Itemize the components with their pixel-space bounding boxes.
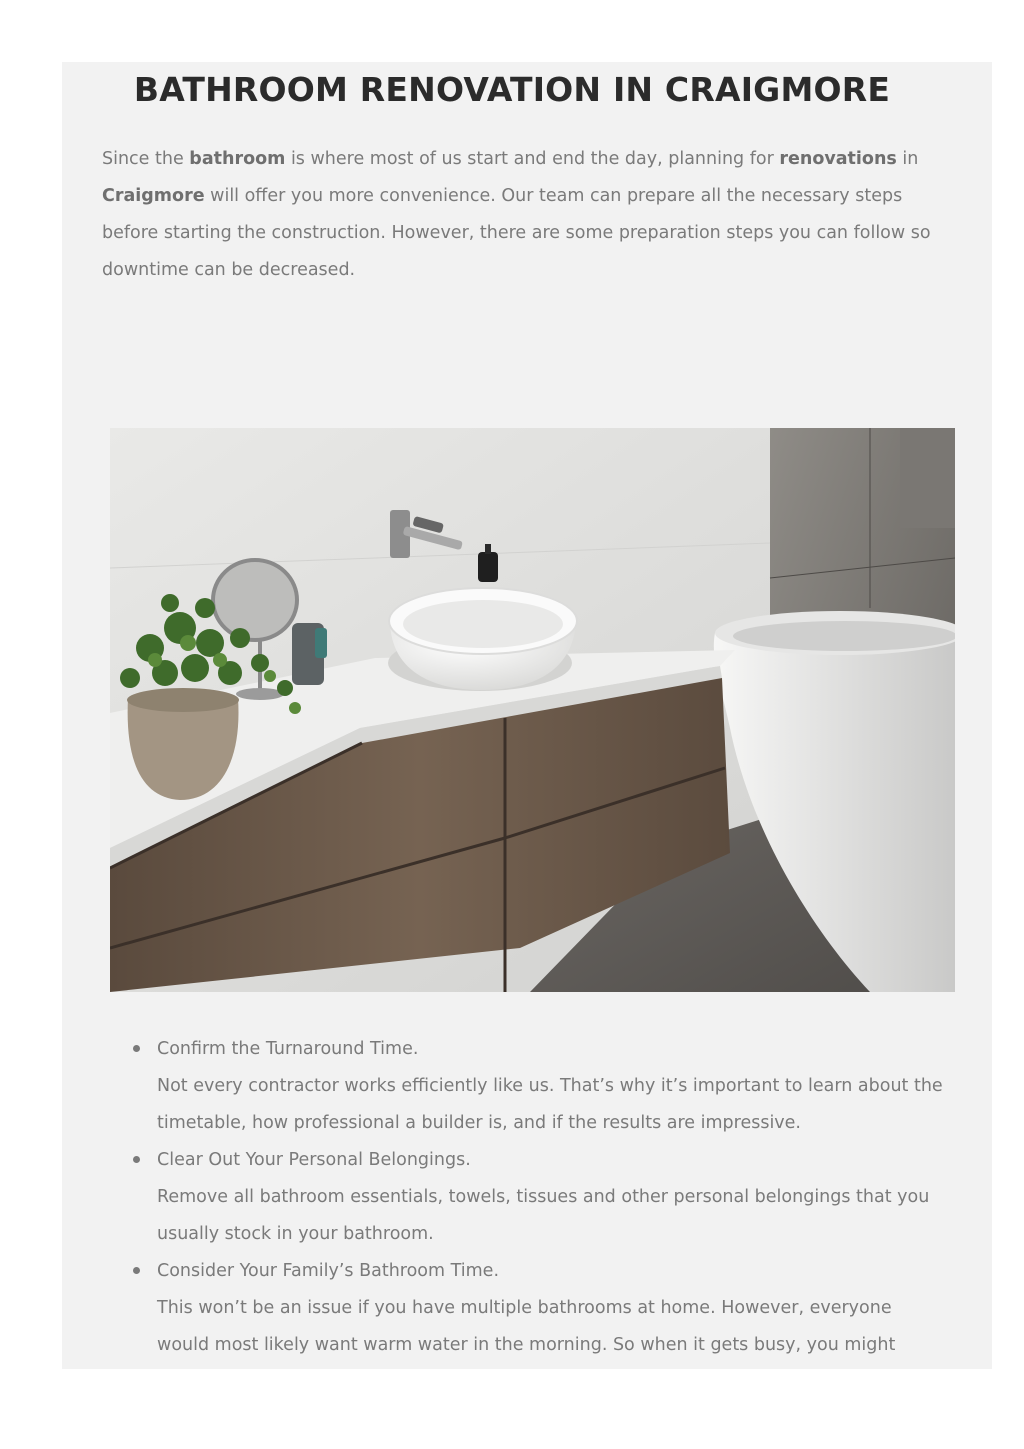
bullet-icon [133, 1156, 140, 1163]
intro-text: in [896, 149, 919, 169]
intro-text: Since the [102, 149, 190, 169]
bathroom-illustration [110, 428, 955, 992]
tip-title: Confirm the Turnaround Time. [157, 1039, 419, 1059]
page-title: BATHROOM RENOVATION IN CRAIGMORE [133, 70, 891, 109]
bathroom-photo [110, 428, 955, 992]
tip-title: Clear Out Your Personal Belongings. [157, 1150, 471, 1170]
intro-bold-renovations: renovations [779, 149, 897, 169]
intro-bold-bathroom: bathroom [189, 149, 286, 169]
list-item [157, 1031, 947, 1142]
tip-description: This won’t be an issue if you have multiple bathrooms at home. However, everyone would most likely want warm water in the morning. So when it gets busy, you might [157, 1298, 896, 1355]
tip-description: Remove all bathroom essentials, towels, tissues and other personal belongings that you usually stock in your bathroom. [157, 1187, 930, 1244]
intro-bold-craigmore: Craigmore [102, 186, 205, 206]
list-item [157, 1142, 947, 1253]
tip-title: Consider Your Family’s Bathroom Time. [157, 1261, 500, 1281]
intro-text: will offer you more convenience. Our team can prepare all the necessary steps before starting the construction. However, there are some preparation steps you can follow so downtime can be decreased. [102, 186, 931, 280]
tip-description: Not every contractor works efficiently like us. That’s why it’s important to learn about the timetable, how professional a builder is, and if the results are impressive. [157, 1076, 943, 1133]
bullet-icon [133, 1045, 140, 1052]
list-item [157, 1253, 947, 1364]
tips-list [157, 1031, 947, 1364]
intro-text: is where most of us start and end the day, planning for [285, 149, 780, 169]
intro-paragraph [102, 141, 952, 289]
bullet-icon [133, 1267, 140, 1274]
